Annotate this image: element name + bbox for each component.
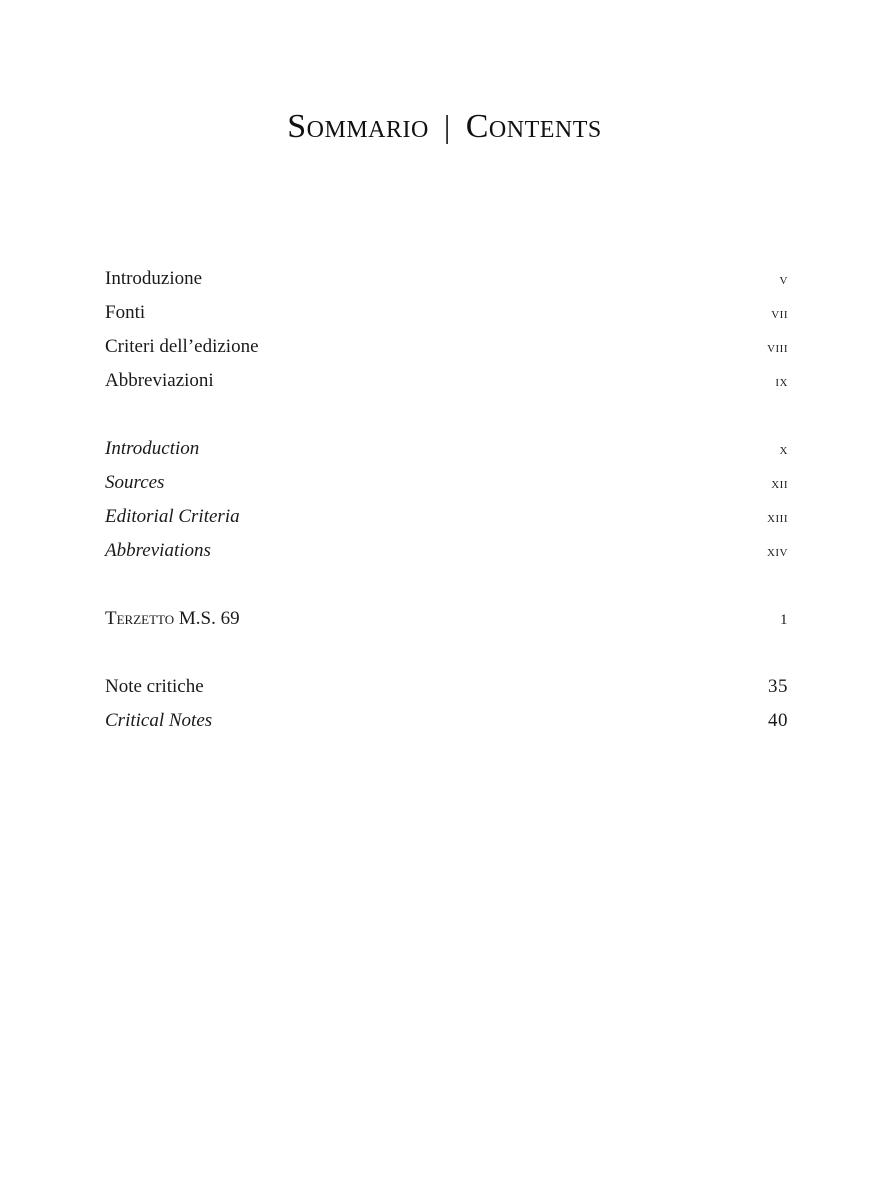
toc-entry-page: viii <box>767 340 788 356</box>
toc-entry-page: 1 <box>780 612 788 628</box>
toc-entry-introduzione[interactable] <box>105 268 788 302</box>
toc-entry-page: v <box>779 272 788 288</box>
section-gap <box>105 404 788 438</box>
title-italian: Sommario <box>287 108 429 145</box>
section-gap <box>105 642 788 676</box>
toc-entry-label: Abbreviations <box>105 540 211 561</box>
toc-entry-label-rest: M.S. 69 <box>174 608 240 629</box>
toc-entry-label: Criteri dell’edizione <box>105 336 259 357</box>
toc-entry-editorial-criteria[interactable] <box>105 506 788 540</box>
toc-entry-introduction[interactable] <box>105 438 788 472</box>
toc-entry-abbreviazioni[interactable] <box>105 370 788 404</box>
toc-entry-critical-notes[interactable] <box>105 710 788 744</box>
toc-entry-label: Introduzione <box>105 268 203 289</box>
toc-entry-page: xiv <box>766 544 788 560</box>
toc-entry-page: xiii <box>767 510 788 526</box>
toc-entry-sources[interactable] <box>105 472 788 506</box>
toc-entry-label: Editorial Criteria <box>105 506 240 527</box>
toc-entry-page: 35 <box>768 676 788 697</box>
toc-entry-label: Fonti <box>105 302 146 323</box>
title-separator: | <box>443 108 451 144</box>
toc-entry-label: Abbreviazioni <box>105 370 214 391</box>
toc-entry-label <box>105 608 240 630</box>
toc-entry-page: xii <box>771 476 788 492</box>
toc-entry-label: Sources <box>105 472 165 493</box>
toc-entry-fonti[interactable] <box>105 302 788 336</box>
toc-entry-label: Critical Notes <box>105 710 213 731</box>
toc-entry-note-critiche[interactable] <box>105 676 788 710</box>
toc-entry-criteri[interactable] <box>105 336 788 370</box>
toc-entry-page: x <box>779 442 788 458</box>
table-of-contents <box>105 268 788 744</box>
page-title <box>0 108 871 146</box>
toc-entry-label: Note critiche <box>105 676 204 697</box>
toc-entry-page: ix <box>775 374 788 390</box>
title-english: Contents <box>465 108 602 145</box>
toc-entry-label-smallcaps: Terzetto <box>105 608 175 629</box>
toc-entry-page: 40 <box>768 710 788 731</box>
section-gap <box>105 574 788 608</box>
toc-entry-label: Introduction <box>105 438 200 459</box>
toc-entry-abbreviations[interactable] <box>105 540 788 574</box>
toc-entry-terzetto[interactable] <box>105 608 788 642</box>
toc-entry-page: vii <box>771 306 788 322</box>
